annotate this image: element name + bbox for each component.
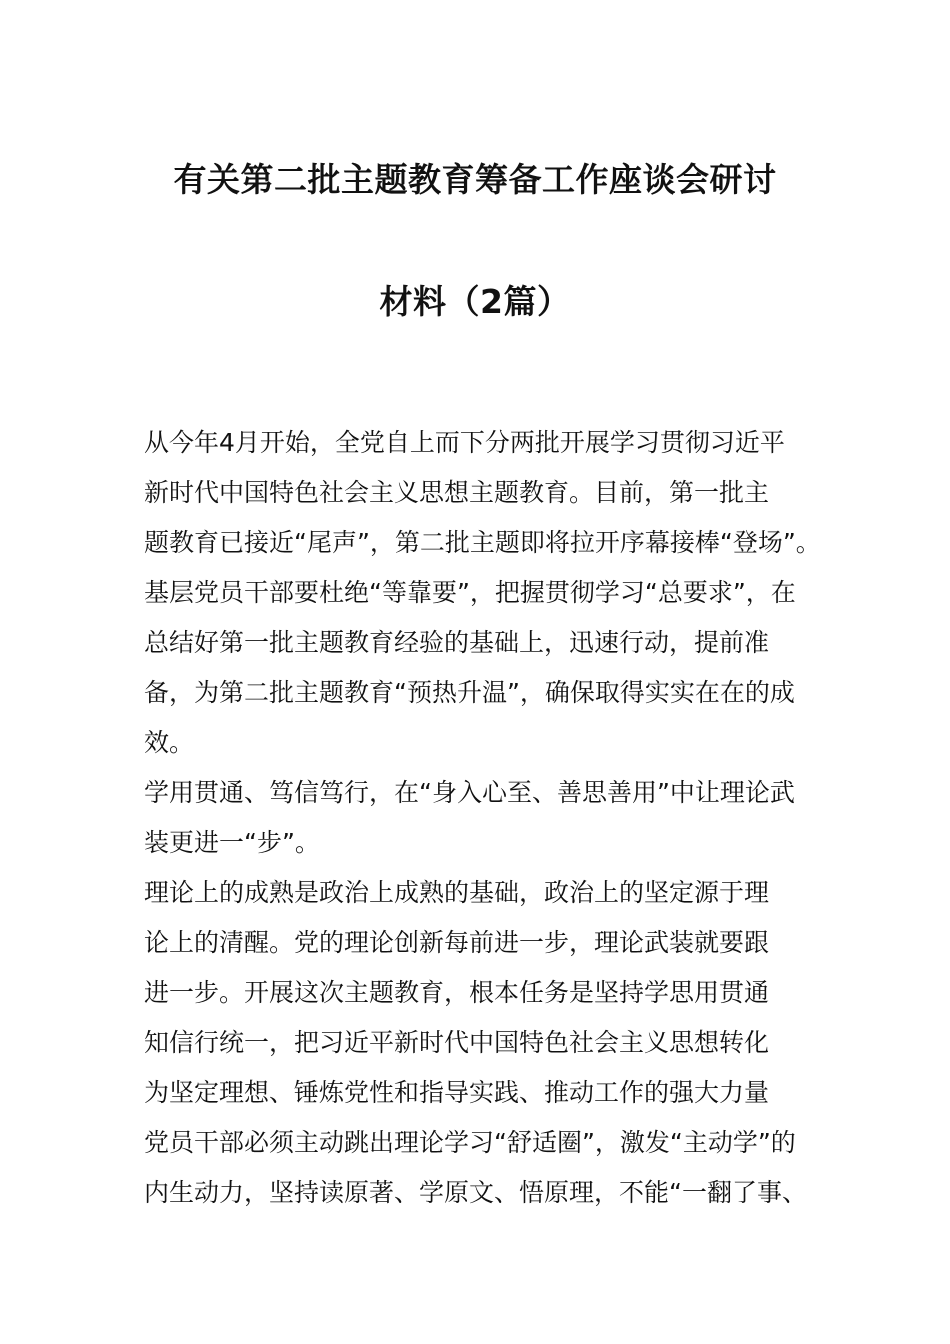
body-line: 内生动力，坚持读原著、学原文、悟原理，不能“一翻了事、 — [144, 1178, 807, 1207]
document-body — [144, 418, 821, 1218]
body-line: 知信行统一，把习近平新时代中国特色社会主义思想转化 — [144, 1028, 770, 1057]
body-line: 新时代中国特色社会主义思想主题教育。目前，第一批主 — [144, 478, 770, 507]
body-line: 理论上的成熟是政治上成熟的基础，政治上的坚定源于理 — [144, 878, 770, 907]
body-line: 备，为第二批主题教育“预热升温”，确保取得实实在在的成 — [144, 678, 795, 707]
document-title-line-2: 材料（2篇） — [379, 282, 571, 321]
document-title-line-1: 有关第二批主题教育筹备工作座谈会研讨 — [173, 160, 777, 199]
body-line: 为坚定理想、锤炼党性和指导实践、推动工作的强大力量 — [144, 1078, 770, 1107]
body-line: 总结好第一批主题教育经验的基础上，迅速行动，提前准 — [144, 628, 770, 657]
body-line: 从今年4月开始，全党自上而下分两批开展学习贯彻习近平 — [144, 428, 785, 457]
body-line: 装更进一“步”。 — [144, 828, 320, 857]
body-line: 论上的清醒。党的理论创新每前进一步，理论武装就要跟 — [144, 928, 770, 957]
body-line: 效。 — [144, 728, 195, 757]
body-line: 进一步。开展这次主题教育，根本任务是坚持学思用贯通 — [144, 978, 770, 1007]
body-line: 学用贯通、笃信笃行，在“身入心至、善思善用”中让理论武 — [144, 778, 795, 807]
body-line: 基层党员干部要杜绝“等靠要”，把握贯彻学习“总要求”，在 — [144, 578, 796, 607]
body-line: 题教育已接近“尾声”，第二批主题即将拉开序幕接棒“登场”。 — [144, 528, 821, 557]
body-line: 党员干部必须主动跳出理论学习“舒适圈”，激发“主动学”的 — [144, 1128, 796, 1157]
